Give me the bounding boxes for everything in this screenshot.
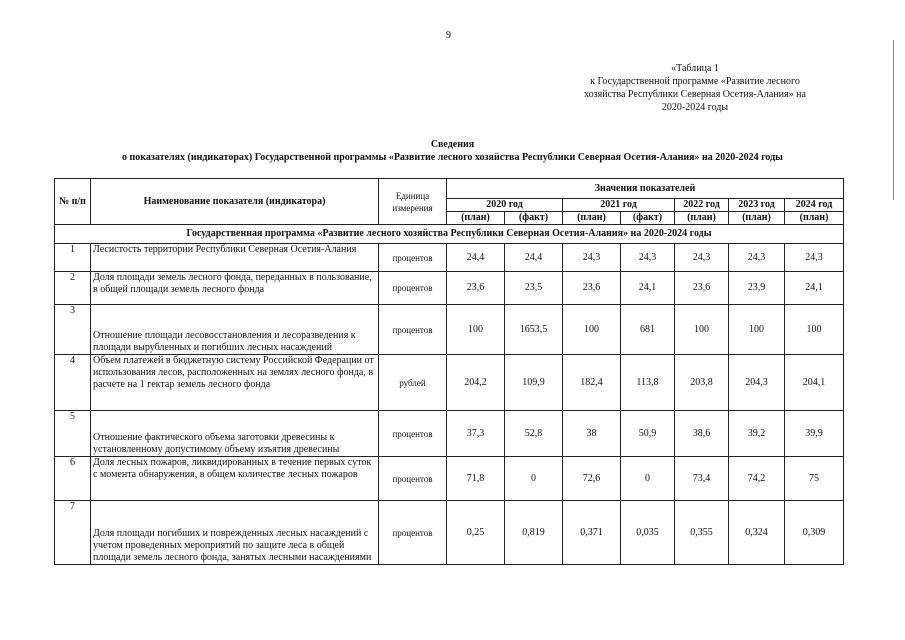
page-number: 9 <box>446 30 451 41</box>
header-sub: (план) <box>729 212 785 225</box>
header-sub: (факт) <box>505 212 563 225</box>
row-unit: процентов <box>379 305 447 355</box>
row-value: 203,8 <box>675 355 729 411</box>
row-name: Доля лесных пожаров, ликвидированных в течение первых суток с момента обнаружения, в общем количестве лесных пожаров <box>91 457 379 501</box>
row-num: 1 <box>55 244 91 272</box>
row-value: 39,9 <box>785 411 844 457</box>
row-value: 24,1 <box>785 272 844 305</box>
row-value: 109,9 <box>505 355 563 411</box>
header-sub: (факт) <box>621 212 675 225</box>
row-num: 6 <box>55 457 91 501</box>
row-value: 0,309 <box>785 501 844 565</box>
row-value: 38 <box>563 411 621 457</box>
document-heading <box>20 138 885 164</box>
row-value: 23,6 <box>447 272 505 305</box>
row-unit: процентов <box>379 457 447 501</box>
row-value: 681 <box>621 305 675 355</box>
annex-line: хозяйства Республики Северная Осетия-Алания» на <box>584 89 806 100</box>
row-name: Доля площади погибших и поврежденных лесных насаждений с учетом проведенных мероприятий по защите леса в общей площади земель лесного фонда, занятых лесными насаждениями <box>91 501 379 565</box>
row-name: Доля площади земель лесного фонда, переданных в пользование, в общей площади земель лесного фонда <box>91 272 379 305</box>
row-value: 0,355 <box>675 501 729 565</box>
annex-line: к Государственной программе «Развитие лесного <box>590 76 800 87</box>
row-value: 24,3 <box>729 244 785 272</box>
row-value: 23,6 <box>563 272 621 305</box>
table-row <box>55 244 844 272</box>
header-num: № п/п <box>55 179 91 225</box>
row-value: 24,3 <box>563 244 621 272</box>
row-value: 113,8 <box>621 355 675 411</box>
row-value: 100 <box>447 305 505 355</box>
table-row <box>55 355 844 411</box>
row-num: 5 <box>55 411 91 457</box>
row-value: 24,4 <box>505 244 563 272</box>
row-value: 39,2 <box>729 411 785 457</box>
row-value: 0 <box>505 457 563 501</box>
row-value: 23,5 <box>505 272 563 305</box>
row-value: 1653,5 <box>505 305 563 355</box>
row-value: 24,3 <box>675 244 729 272</box>
row-value: 182,4 <box>563 355 621 411</box>
row-value: 0,819 <box>505 501 563 565</box>
row-value: 37,3 <box>447 411 505 457</box>
header-sub: (план) <box>675 212 729 225</box>
row-value: 24,4 <box>447 244 505 272</box>
scan-edge-line <box>893 40 894 200</box>
row-value: 0 <box>621 457 675 501</box>
heading-title: Сведения <box>430 139 475 150</box>
table-row <box>55 457 844 501</box>
row-value: 71,8 <box>447 457 505 501</box>
row-value: 100 <box>729 305 785 355</box>
heading-subtitle: о показателях (индикаторах) Государственной программы «Развитие лесного хозяйства Республики Северная Осетия-Алания» на 2020-2024 годы <box>122 152 783 163</box>
row-value: 0,25 <box>447 501 505 565</box>
row-value: 0,324 <box>729 501 785 565</box>
row-value: 73,4 <box>675 457 729 501</box>
row-value: 204,2 <box>447 355 505 411</box>
header-unit: Единица измерения <box>379 179 447 225</box>
row-value: 204,3 <box>729 355 785 411</box>
annex-line: 2020-2024 годы <box>661 102 729 113</box>
header-year-2021: 2021 год <box>563 199 675 212</box>
header-year-2023: 2023 год <box>729 199 785 212</box>
row-unit: процентов <box>379 411 447 457</box>
annex-line: «Таблица 1 <box>671 63 719 74</box>
row-unit: процентов <box>379 244 447 272</box>
header-year-2024: 2024 год <box>785 199 844 212</box>
table-row <box>55 411 844 457</box>
row-value: 75 <box>785 457 844 501</box>
row-value: 24,3 <box>621 244 675 272</box>
row-name: Лесистость территории Республики Северная Осетия-Алания <box>91 244 379 272</box>
row-value: 38,6 <box>675 411 729 457</box>
table-row <box>55 305 844 355</box>
header-sub: (план) <box>447 212 505 225</box>
row-value: 72,6 <box>563 457 621 501</box>
row-unit: процентов <box>379 272 447 305</box>
row-value: 52,8 <box>505 411 563 457</box>
table-row <box>55 272 844 305</box>
row-value: 23,9 <box>729 272 785 305</box>
row-value: 50,9 <box>621 411 675 457</box>
table-row <box>55 501 844 565</box>
section-title: Государственная программа «Развитие лесного хозяйства Республики Северная Осетия-Алания» на 2020-2024 годы <box>55 225 844 244</box>
row-name: Объем платежей в бюджетную систему Российской Федерации от использования лесов, расположенных на землях лесного фонда, в расчете на 1 гектар земель лесного фонда <box>91 355 379 411</box>
row-num: 2 <box>55 272 91 305</box>
row-unit: рублей <box>379 355 447 411</box>
header-sub: (план) <box>563 212 621 225</box>
row-value: 24,3 <box>785 244 844 272</box>
row-unit: процентов <box>379 501 447 565</box>
header-values: Значения показателей <box>447 179 844 199</box>
row-value: 23,6 <box>675 272 729 305</box>
header-year-2022: 2022 год <box>675 199 729 212</box>
header-sub: (план) <box>785 212 844 225</box>
row-value: 24,1 <box>621 272 675 305</box>
row-value: 204,1 <box>785 355 844 411</box>
header-year-2020: 2020 год <box>447 199 563 212</box>
row-value: 100 <box>785 305 844 355</box>
row-value: 100 <box>563 305 621 355</box>
row-value: 74,2 <box>729 457 785 501</box>
row-value: 0,371 <box>563 501 621 565</box>
row-name: Отношение площади лесовосстановления и лесоразведения к площади вырубленных и погибших лесных насаждений <box>91 305 379 355</box>
row-value: 0,035 <box>621 501 675 565</box>
row-num: 3 <box>55 305 91 355</box>
row-num: 4 <box>55 355 91 411</box>
indicators-table <box>54 178 844 565</box>
annex-note <box>560 62 830 114</box>
row-num: 7 <box>55 501 91 565</box>
row-value: 100 <box>675 305 729 355</box>
header-name: Наименование показателя (индикатора) <box>91 179 379 225</box>
row-name: Отношение фактического объема заготовки древесины к установленному допустимому объему изъятия древесины <box>91 411 379 457</box>
